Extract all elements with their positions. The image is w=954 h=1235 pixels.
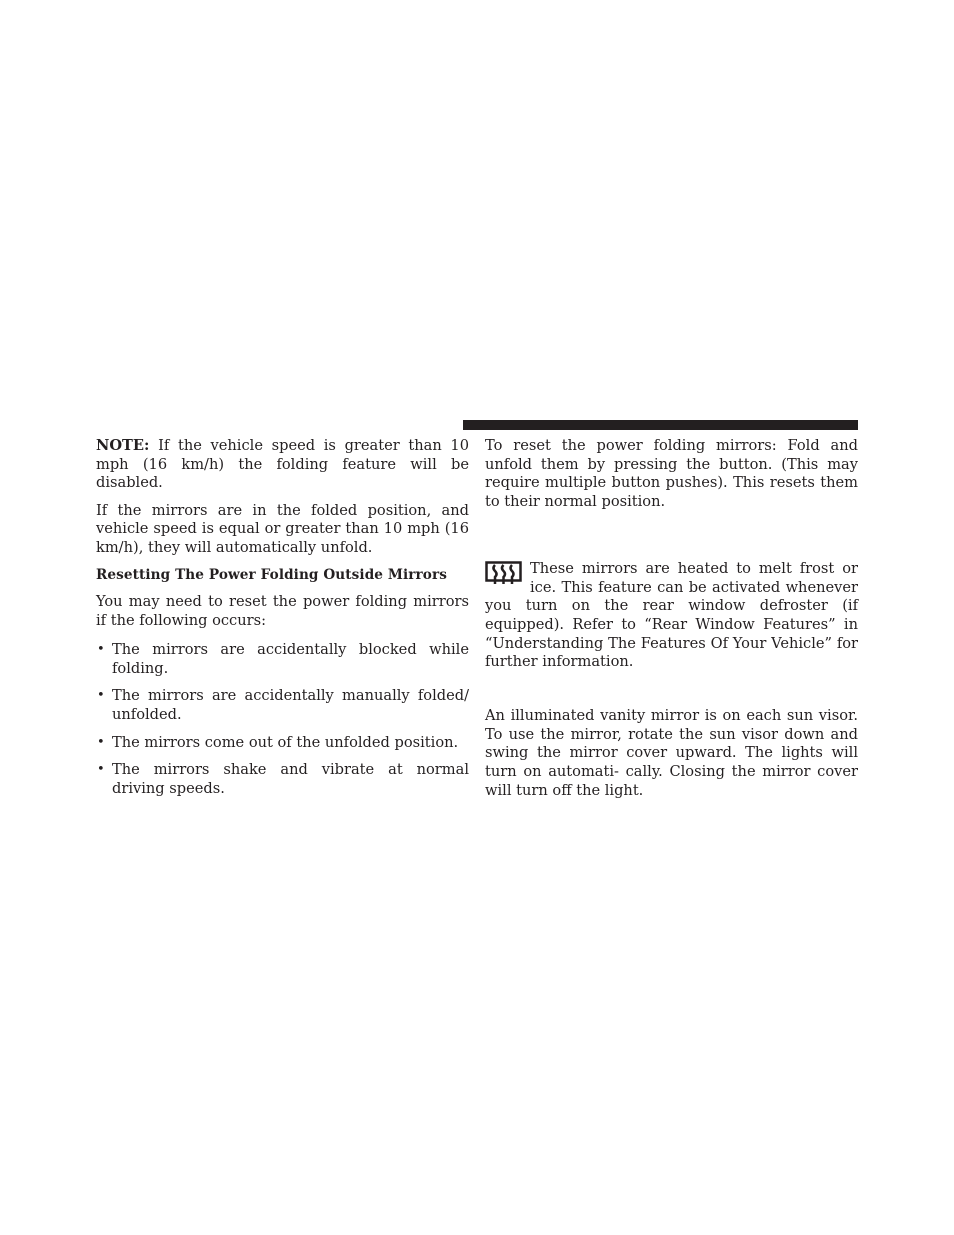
reset-heading: Resetting The Power Folding Outside Mirrors: [96, 567, 447, 584]
vanity-mirror-paragraph: An illuminated vanity mirror is on each sun visor. To use the mirror, rotate the sun visor down and swing the mirror cover upward. The lights will turn on automati- cally. Closing the mirror cover will turn off the light.: [485, 707, 858, 799]
list-item: • The mirrors are accidentally blocked while folding.: [97, 640, 469, 677]
left-column: [96, 437, 469, 799]
right-column: [485, 437, 858, 801]
bullet-icon: •: [97, 688, 105, 704]
bullet-icon: •: [97, 641, 105, 657]
list-item: • The mirrors are accidentally manually folded/ unfolded.: [97, 687, 469, 723]
bullet-icon: •: [97, 762, 105, 778]
unfold-paragraph: If the mirrors are in the folded position, and vehicle speed is equal or greater than 10 mph (16 km/h), they will automatically unfold.: [96, 501, 469, 557]
reset-intro-paragraph: You may need to reset the power folding mirrors if the following occurs:: [96, 593, 469, 630]
list-item: • The mirrors shake and vibrate at normal driving speeds.: [97, 761, 469, 798]
reset-conditions-list: [96, 641, 469, 799]
rear-window-defroster-icon: [485, 561, 522, 588]
note-label: NOTE:: [96, 437, 150, 454]
heated-mirrors-section: [485, 560, 858, 672]
bullet-icon: •: [97, 734, 105, 750]
heated-mirrors-paragraph: These mirrors are heated to melt frost or ice. This feature can be activated whenever you turn on the rear window defroster (if equipped). Refer to “Rear Window Features” in “Understanding The Features Of Your Vehicle” for further information.: [485, 559, 858, 671]
note-text: If the vehicle speed is greater than 10 mph (16 km/h) the folding feature will be disabled.: [96, 437, 469, 492]
note-paragraph: [96, 437, 469, 493]
section-header-bar: [463, 420, 858, 430]
list-item: • The mirrors come out of the unfolded position.: [97, 733, 459, 751]
reset-how-paragraph: To reset the power folding mirrors: Fold and unfold them by pressing the button. (This may require multiple button pushes). This resets them to their normal position.: [485, 437, 858, 511]
